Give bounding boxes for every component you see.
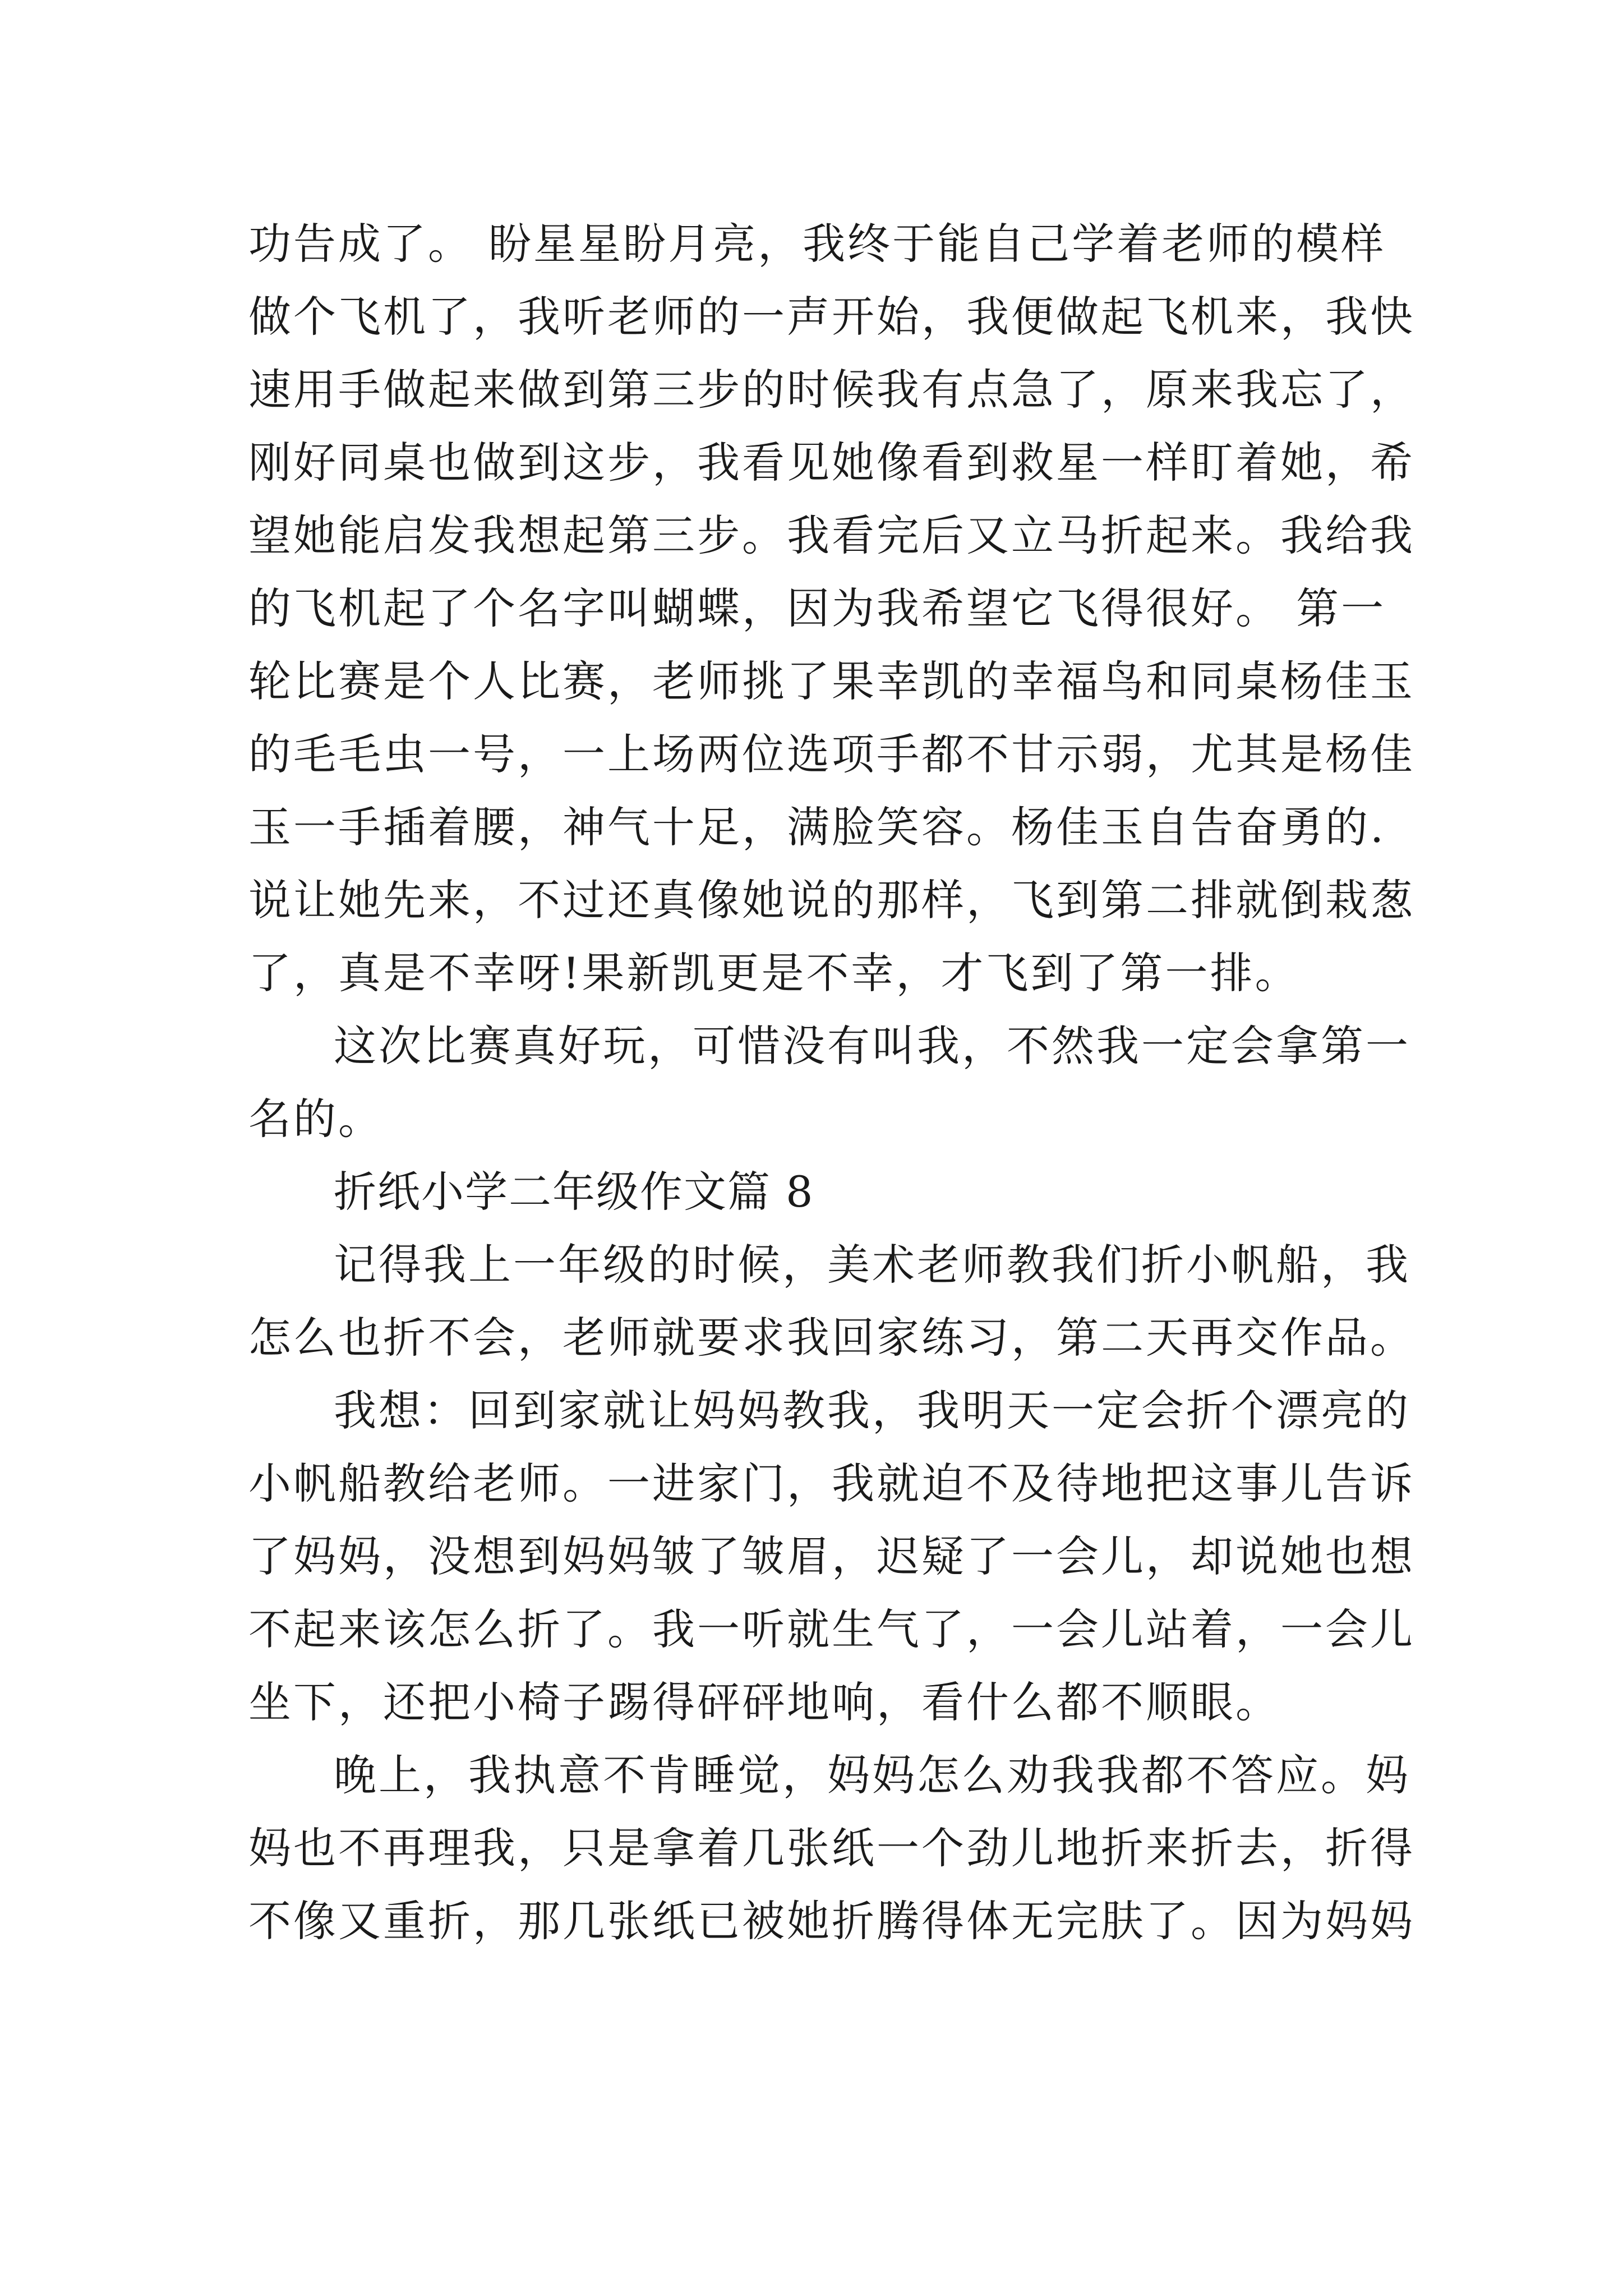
essay-body — [248, 208, 1415, 1958]
text-line: 不像又重折，那几张纸已被她折腾得体无完肤了。因为妈妈 — [248, 1896, 1415, 1946]
text-line: 妈也不再理我，只是拿着几张纸一个劲儿地折来折去，折得 — [248, 1823, 1415, 1873]
text-line: 坐下，还把小椅子踢得砰砰地响，看什么都不顺眼。 — [248, 1677, 1280, 1727]
text-line: 做个飞机了，我听老师的一声开始，我便做起飞机来，我快 — [248, 292, 1415, 342]
text-line: 玉一手插着腰，神气十足，满脸笑容。杨佳玉自告奋勇的. — [248, 802, 1386, 852]
text-line: 刚好同桌也做到这步，我看见她像看到救星一样盯着她，希 — [248, 438, 1415, 487]
text-line: 的飞机起了个名字叫蝴蝶，因为我希望它飞得很好。 第一 — [248, 583, 1386, 633]
text-line: 名的。 — [248, 1094, 383, 1144]
text-line: 我想：回到家就让妈妈教我，我明天一定会折个漂亮的 — [334, 1386, 1410, 1435]
text-line: 不起来该怎么折了。我一听就生气了，一会儿站着，一会儿 — [248, 1604, 1415, 1654]
text-line: 记得我上一年级的时候，美术老师教我们折小帆船，我 — [334, 1240, 1410, 1290]
text-line: 说让她先来，不过还真像她说的那样，飞到第二排就倒栽葱 — [248, 875, 1415, 925]
text-line: 速用手做起来做到第三步的时候我有点急了，原来我忘了， — [248, 365, 1415, 415]
text-line: 望她能启发我想起第三步。我看完后又立马折起来。我给我 — [248, 510, 1415, 560]
text-line: 这次比赛真好玩，可惜没有叫我，不然我一定会拿第一 — [334, 1021, 1410, 1071]
text-line: 轮比赛是个人比赛，老师挑了果幸凯的幸福鸟和同桌杨佳玉 — [248, 656, 1415, 706]
text-line: 晚上，我执意不肯睡觉，妈妈怎么劝我我都不答应。妈 — [334, 1750, 1410, 1800]
section-heading: 折纸小学二年级作文篇 8 — [334, 1167, 814, 1217]
text-line: 的毛毛虫一号，一上场两位选项手都不甘示弱，尤其是杨佳 — [248, 729, 1415, 779]
text-line: 功告成了。 盼星星盼月亮，我终于能自己学着老师的模样 — [248, 219, 1386, 269]
text-line: 小帆船教给老师。一进家门，我就迫不及待地把这事儿告诉 — [248, 1458, 1415, 1508]
text-line: 了，真是不幸呀!果新凯更是不幸，才飞到了第一排。 — [248, 948, 1300, 998]
text-line: 了妈妈，没想到妈妈皱了皱眉，迟疑了一会儿，却说她也想 — [248, 1531, 1415, 1581]
text-line: 怎么也折不会，老师就要求我回家练习，第二天再交作品。 — [248, 1313, 1415, 1363]
